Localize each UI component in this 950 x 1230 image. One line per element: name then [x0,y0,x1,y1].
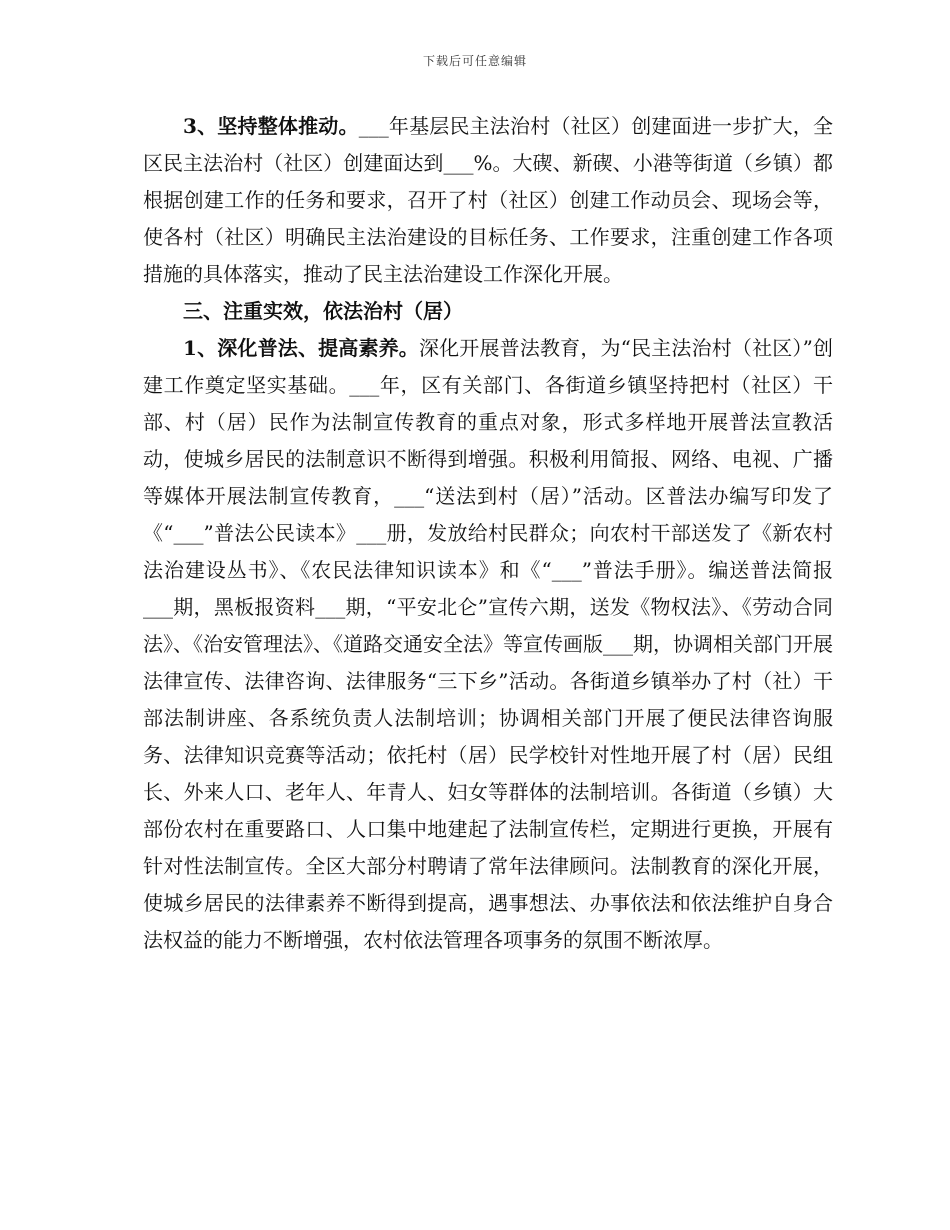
document-body [143,108,833,959]
paragraph-text: ___年基层民主法治村（社区）创建面进一步扩大，全区民主法治村（社区）创建面达到___%。大碶、新碶、小港等街道（乡镇）都根据创建工作的任务和要求，召开了村（社区）创建工作动员会、现场会等，使各村（社区）明确民主法治建设的目标任务、工作要求，注重创建工作各项措施的具体落实，推动了民主法治建设工作深化开展。 [143,114,834,286]
paragraph-item-1 [143,330,833,959]
paragraph-lead: 1、深化普法、提高素养。 [183,336,419,360]
page-header-note: 下载后可任意编辑 [422,54,527,68]
section-heading: 三、注重实效，依法治村（居） [183,299,463,323]
paragraph-lead: 3、坚持整体推动。 [183,114,359,138]
paragraph-item-3 [143,108,833,293]
paragraph-text: 深化开展普法教育，为“民主法治村（社区）”创建工作奠定坚实基础。___年，区有关部门、各街道乡镇坚持把村（社区）干部、村（居）民作为法制宣传教育的重点对象，形式多样地开展普法宣教活动，使城乡居民的法制意识不断得到增强。积极利用简报、网络、电视、广播等媒体开展法制宣传教育，___“送法到村（居）”活动。区普法办编写印发了《“___”普法公民读本》___册，发放给村民群众；向农村干部送发了《新农村法治建设丛书》、《农民法律知识读本》和《“___”普法手册》。编送普法简报___期，黑板报资料___期，“平安北仑”宣传六期，送发《物权法》、《劳动合同法》、《治安管理法》、《道路交通安全法》等宣传画版___期，协调相关部门开展法律宣传、法律咨询、法律服务“三下乡”活动。各街道乡镇举办了村（社）干部法制讲座、各系统负责人法制培训；协调相关部门开展了便民法律咨询服务、法律知识竞赛等活动；依托村（居）民学校针对性地开展了村（居）民组长、外来人口、老年人、年青人、妇女等群体的法制培训。各街道（乡镇）大部份农村在重要路口、人口集中地建起了法制宣传栏，定期进行更换，开展有针对性法制宣传。全区大部分村聘请了常年法律顾问。法制教育的深化开展，使城乡居民的法律素养不断得到提高，遇事想法、办事依法和依法维护自身合法权益的能力不断增强，农村依法管理各项事务的氛围不断浓厚。 [143,336,833,952]
